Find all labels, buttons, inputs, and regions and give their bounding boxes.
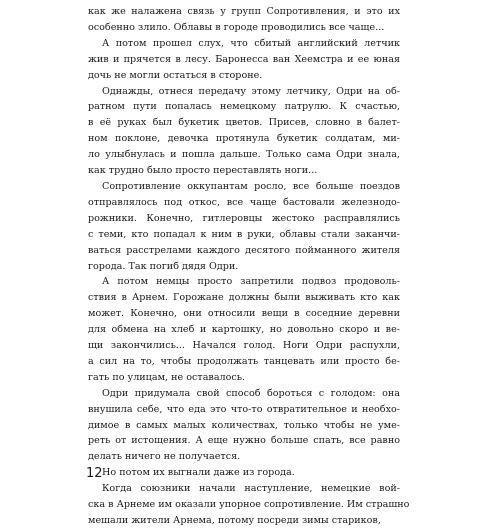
paragraph bbox=[88, 4, 400, 36]
text-line: внушила себе, что еда это что-то отвратительное и необхо- bbox=[88, 403, 400, 415]
paragraph bbox=[88, 274, 400, 385]
text-line: может. Конечно, они относили вещи в соседние деревни bbox=[88, 308, 400, 320]
text-line: ваться расстрелами каждого десятого пойманного жителя bbox=[88, 244, 400, 256]
text-line: щи закончились... Начался голод. Ноги Одри распухли, bbox=[88, 340, 400, 352]
text-line: реть от истощения. А еще нужно больше спать, все равно bbox=[88, 435, 400, 447]
text-line: димое в самых малых количествах, только чтобы не уме- bbox=[88, 419, 400, 431]
text-line: ска в Арнеме им оказали упорное сопротивление. Им страшно bbox=[88, 499, 410, 511]
text-line: делать ничего не получается. bbox=[88, 451, 241, 463]
paragraph bbox=[88, 386, 400, 466]
page-number: 12 bbox=[86, 466, 103, 481]
text-line: Одри придумала свой способ бороться с голодом: она bbox=[102, 387, 400, 399]
body-text bbox=[88, 4, 410, 529]
text-line: Когда союзники начали наступление, немецкие вой- bbox=[102, 483, 400, 495]
paragraph bbox=[88, 481, 410, 529]
text-line: Сопротивление оккупантам росло, все больше поездов bbox=[102, 180, 400, 192]
text-line: жив и прячется в лесу. Баронесса ван Хеемстра и ее юная bbox=[88, 53, 400, 65]
text-line: дочь не могли остаться в стороне. bbox=[88, 69, 263, 81]
text-line: мешали жители Арнема, потому посреди зимы стариков, bbox=[88, 515, 381, 526]
text-line: особенно злило. Облавы в городе проводились все чаще... bbox=[88, 21, 385, 33]
text-line: ствия в Арнем. Горожане должны были выживать кто как bbox=[88, 292, 400, 304]
paragraph bbox=[88, 36, 400, 84]
text-line: гать по улицам, не оставалось. bbox=[88, 371, 246, 383]
text-line: в её руках был букетик цветов. Присев, словно в балет- bbox=[88, 117, 400, 129]
text-line: а сил на то, чтобы продолжать танцевать или просто бе- bbox=[88, 355, 400, 367]
text-line: А потом прошел слух, что сбитый английский летчик bbox=[102, 37, 400, 49]
text-line: рожники. Конечно, гитлеровцы жестоко расправлялись bbox=[88, 212, 400, 224]
text-line: с теми, кто попадал к ним в руки, облавы стали заканчи- bbox=[88, 228, 400, 240]
text-line: города. Так погиб дядя Одри. bbox=[88, 260, 239, 272]
text-line: ратном пути попалась немецкому патрулю. К счастью, bbox=[88, 101, 400, 113]
text-line: Но потом их выгнали даже из города. bbox=[102, 467, 295, 479]
text-line: как трудно было просто переставлять ноги... bbox=[88, 165, 318, 177]
text-line: для обмена на хлеб и картошку, но довольно скоро и ве- bbox=[88, 324, 400, 336]
paragraph bbox=[88, 179, 400, 274]
text-line: как же налажена связь у групп Сопротивления, и это их bbox=[88, 6, 400, 17]
text-line: ло улыбнулась и пошла дальше. Только сама Одри знала, bbox=[88, 149, 400, 161]
text-line: Однажды, отнеся передачу этому летчику, Одри на об- bbox=[102, 85, 400, 97]
paragraph bbox=[88, 465, 400, 481]
paragraph bbox=[88, 84, 400, 179]
text-line: ном поклоне, девочка протянула букетик солдатам, ми- bbox=[88, 133, 400, 145]
text-line: А потом немцы просто запретили подвоз продоволь- bbox=[102, 276, 400, 288]
text-line: отправлялось под откос, все чаще бастовали железнодо- bbox=[88, 196, 400, 208]
